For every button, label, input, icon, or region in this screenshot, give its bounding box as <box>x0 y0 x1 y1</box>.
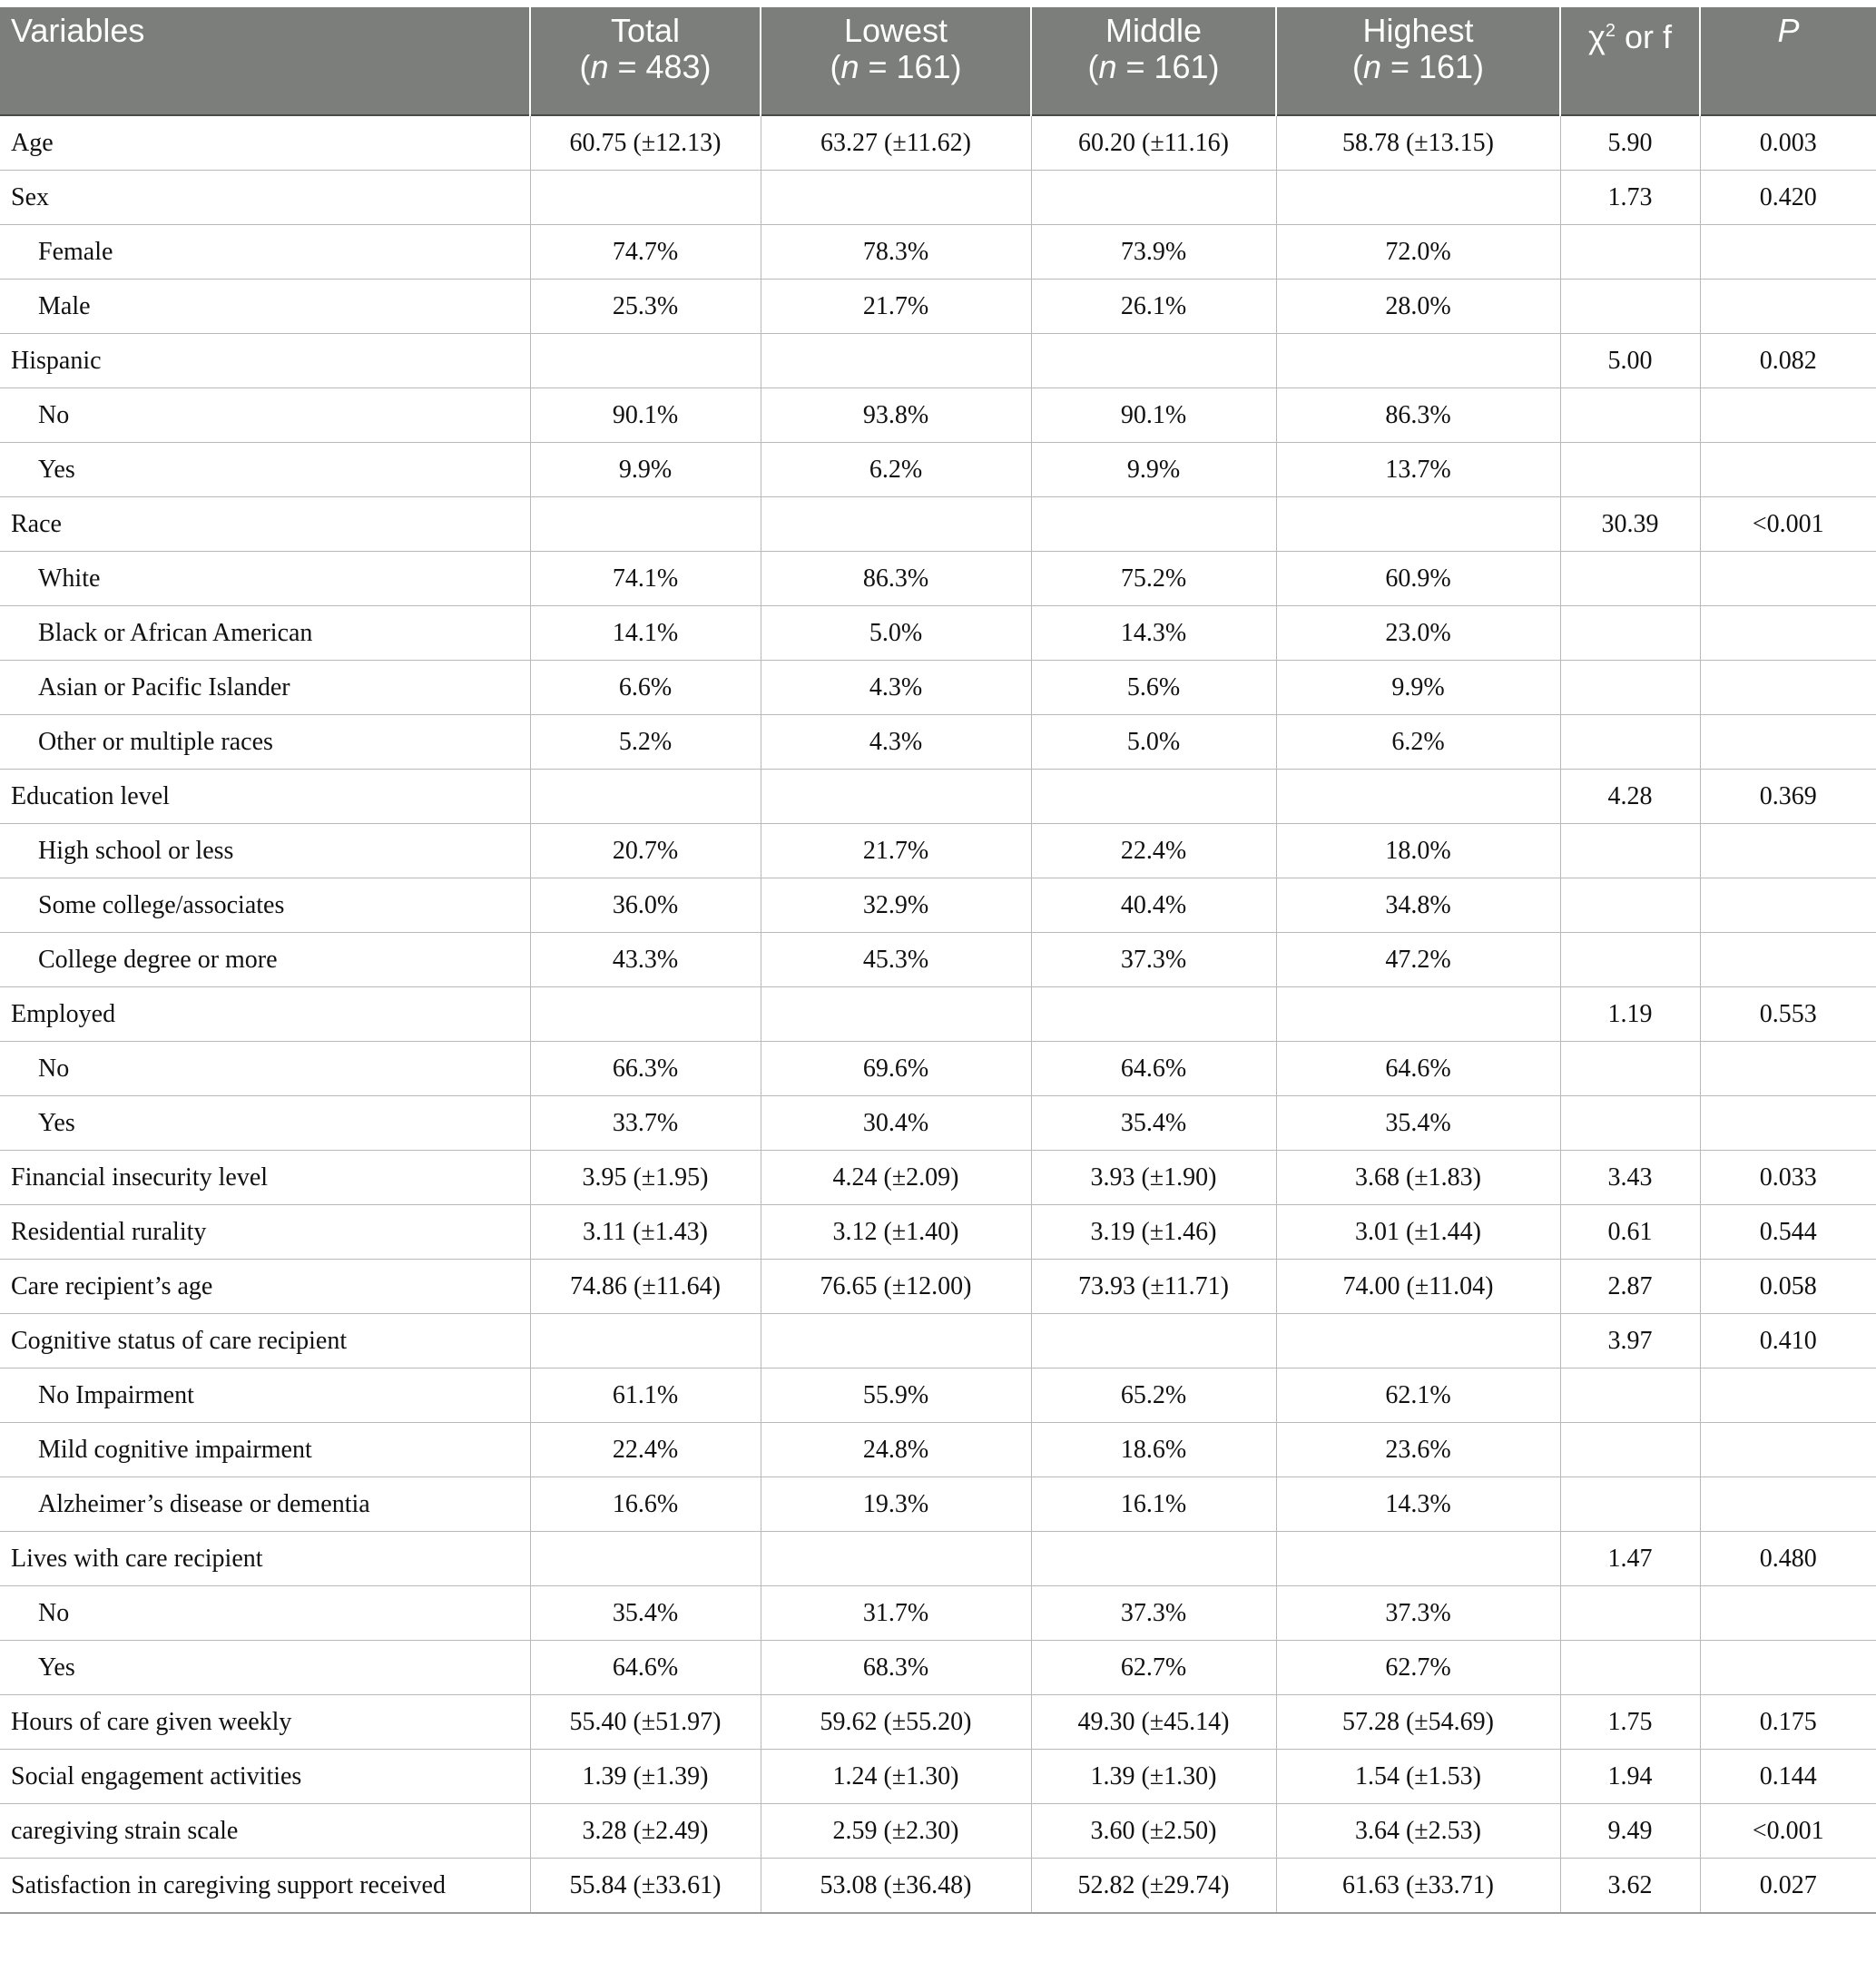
header-lowest-n: (n = 161) <box>830 48 962 85</box>
variable-label: Age <box>0 115 530 171</box>
statistic-value <box>1560 1641 1700 1695</box>
statistic-value: 1.94 <box>1560 1750 1700 1804</box>
highest-value: 6.2% <box>1276 715 1560 770</box>
table-row <box>0 661 1876 715</box>
total-value: 33.7% <box>530 1096 761 1151</box>
middle-value <box>1031 171 1276 225</box>
lowest-value: 4.3% <box>761 661 1031 715</box>
lowest-value: 63.27 (±11.62) <box>761 115 1031 171</box>
p-value: 0.175 <box>1700 1695 1876 1750</box>
total-value: 61.1% <box>530 1368 761 1423</box>
variable-label: Alzheimer’s disease or dementia <box>0 1477 530 1532</box>
highest-value: 23.6% <box>1276 1423 1560 1477</box>
middle-value: 60.20 (±11.16) <box>1031 115 1276 171</box>
total-value: 3.11 (±1.43) <box>530 1205 761 1260</box>
lowest-value: 24.8% <box>761 1423 1031 1477</box>
p-value <box>1700 1096 1876 1151</box>
statistic-value: 2.87 <box>1560 1260 1700 1314</box>
variable-label: Yes <box>0 443 530 497</box>
header-chi-or-f <box>1560 7 1700 115</box>
header-row <box>0 7 1876 115</box>
table-row <box>0 606 1876 661</box>
lowest-value: 45.3% <box>761 933 1031 987</box>
table-row <box>0 715 1876 770</box>
middle-value: 9.9% <box>1031 443 1276 497</box>
lowest-value: 3.12 (±1.40) <box>761 1205 1031 1260</box>
middle-value <box>1031 334 1276 388</box>
lowest-value <box>761 334 1031 388</box>
p-value <box>1700 443 1876 497</box>
highest-value <box>1276 1532 1560 1586</box>
lowest-value: 5.0% <box>761 606 1031 661</box>
p-value <box>1700 661 1876 715</box>
middle-value: 75.2% <box>1031 552 1276 606</box>
middle-value <box>1031 770 1276 824</box>
table-row <box>0 552 1876 606</box>
variable-label: Hours of care given weekly <box>0 1695 530 1750</box>
lowest-value: 32.9% <box>761 878 1031 933</box>
total-value: 90.1% <box>530 388 761 443</box>
lowest-value: 59.62 (±55.20) <box>761 1695 1031 1750</box>
total-value <box>530 1532 761 1586</box>
table-row <box>0 225 1876 280</box>
header-lowest <box>761 7 1031 115</box>
p-value: 0.144 <box>1700 1750 1876 1804</box>
total-value: 22.4% <box>530 1423 761 1477</box>
data-table-container <box>0 7 1876 1914</box>
table-row <box>0 1750 1876 1804</box>
statistic-value: 4.28 <box>1560 770 1700 824</box>
variable-label: Cognitive status of care recipient <box>0 1314 530 1368</box>
statistic-value: 3.43 <box>1560 1151 1700 1205</box>
header-highest <box>1276 7 1560 115</box>
middle-value <box>1031 1314 1276 1368</box>
variable-label: Yes <box>0 1641 530 1695</box>
variable-label: Black or African American <box>0 606 530 661</box>
middle-value: 73.93 (±11.71) <box>1031 1260 1276 1314</box>
lowest-value: 1.24 (±1.30) <box>761 1750 1031 1804</box>
p-value <box>1700 1586 1876 1641</box>
middle-value <box>1031 497 1276 552</box>
lowest-value: 55.9% <box>761 1368 1031 1423</box>
highest-value: 35.4% <box>1276 1096 1560 1151</box>
lowest-value: 53.08 (±36.48) <box>761 1859 1031 1914</box>
table-row <box>0 770 1876 824</box>
statistic-value <box>1560 606 1700 661</box>
p-value: 0.480 <box>1700 1532 1876 1586</box>
variable-label: Race <box>0 497 530 552</box>
p-value <box>1700 388 1876 443</box>
table-row <box>0 1804 1876 1859</box>
table-row <box>0 1586 1876 1641</box>
middle-value: 64.6% <box>1031 1042 1276 1096</box>
total-value: 74.7% <box>530 225 761 280</box>
total-value: 3.28 (±2.49) <box>530 1804 761 1859</box>
header-middle-label: Middle <box>1105 12 1203 49</box>
highest-value: 57.28 (±54.69) <box>1276 1695 1560 1750</box>
p-value <box>1700 225 1876 280</box>
variable-label: Education level <box>0 770 530 824</box>
p-value: 0.553 <box>1700 987 1876 1042</box>
total-value: 74.1% <box>530 552 761 606</box>
statistic-value <box>1560 1477 1700 1532</box>
middle-value: 49.30 (±45.14) <box>1031 1695 1276 1750</box>
lowest-value: 68.3% <box>761 1641 1031 1695</box>
middle-value: 52.82 (±29.74) <box>1031 1859 1276 1914</box>
p-value: 0.003 <box>1700 115 1876 171</box>
p-value <box>1700 552 1876 606</box>
variable-label: caregiving strain scale <box>0 1804 530 1859</box>
header-chi-symbol: χ <box>1587 18 1606 55</box>
highest-value <box>1276 497 1560 552</box>
highest-value: 60.9% <box>1276 552 1560 606</box>
total-value <box>530 987 761 1042</box>
total-value: 66.3% <box>530 1042 761 1096</box>
lowest-value: 21.7% <box>761 824 1031 878</box>
lowest-value: 93.8% <box>761 388 1031 443</box>
lowest-value <box>761 770 1031 824</box>
table-header <box>0 7 1876 115</box>
highest-value: 3.64 (±2.53) <box>1276 1804 1560 1859</box>
highest-value: 18.0% <box>1276 824 1560 878</box>
statistic-value <box>1560 661 1700 715</box>
p-value <box>1700 1368 1876 1423</box>
table-row <box>0 280 1876 334</box>
variable-label: Lives with care recipient <box>0 1532 530 1586</box>
statistic-value <box>1560 443 1700 497</box>
middle-value: 5.0% <box>1031 715 1276 770</box>
lowest-value: 4.24 (±2.09) <box>761 1151 1031 1205</box>
lowest-value: 76.65 (±12.00) <box>761 1260 1031 1314</box>
statistic-value <box>1560 933 1700 987</box>
total-value: 16.6% <box>530 1477 761 1532</box>
table-row <box>0 388 1876 443</box>
statistic-value: 1.75 <box>1560 1695 1700 1750</box>
middle-value <box>1031 1532 1276 1586</box>
middle-value: 3.19 (±1.46) <box>1031 1205 1276 1260</box>
statistic-value <box>1560 1423 1700 1477</box>
table-row <box>0 1368 1876 1423</box>
highest-value <box>1276 334 1560 388</box>
statistic-value <box>1560 280 1700 334</box>
highest-value: 47.2% <box>1276 933 1560 987</box>
lowest-value: 2.59 (±2.30) <box>761 1804 1031 1859</box>
variable-label: No Impairment <box>0 1368 530 1423</box>
highest-value: 61.63 (±33.71) <box>1276 1859 1560 1914</box>
variable-label: Mild cognitive impairment <box>0 1423 530 1477</box>
highest-value: 14.3% <box>1276 1477 1560 1532</box>
highest-value: 28.0% <box>1276 280 1560 334</box>
lowest-value: 86.3% <box>761 552 1031 606</box>
variable-label: College degree or more <box>0 933 530 987</box>
variable-label: No <box>0 388 530 443</box>
middle-value: 16.1% <box>1031 1477 1276 1532</box>
total-value: 36.0% <box>530 878 761 933</box>
highest-value: 86.3% <box>1276 388 1560 443</box>
header-highest-label: Highest <box>1362 12 1474 49</box>
total-value: 20.7% <box>530 824 761 878</box>
variable-label: White <box>0 552 530 606</box>
p-value <box>1700 280 1876 334</box>
p-value <box>1700 715 1876 770</box>
middle-value: 40.4% <box>1031 878 1276 933</box>
statistic-value: 3.62 <box>1560 1859 1700 1914</box>
header-chi-superscript: 2 <box>1605 21 1616 41</box>
total-value: 60.75 (±12.13) <box>530 115 761 171</box>
middle-value: 3.60 (±2.50) <box>1031 1804 1276 1859</box>
variable-label: Other or multiple races <box>0 715 530 770</box>
variable-label: No <box>0 1586 530 1641</box>
middle-value: 14.3% <box>1031 606 1276 661</box>
p-value: 0.033 <box>1700 1151 1876 1205</box>
middle-value: 37.3% <box>1031 933 1276 987</box>
lowest-value: 6.2% <box>761 443 1031 497</box>
middle-value: 26.1% <box>1031 280 1276 334</box>
p-value <box>1700 1423 1876 1477</box>
variable-label: High school or less <box>0 824 530 878</box>
total-value: 5.2% <box>530 715 761 770</box>
lowest-value: 78.3% <box>761 225 1031 280</box>
lowest-value: 21.7% <box>761 280 1031 334</box>
total-value: 74.86 (±11.64) <box>530 1260 761 1314</box>
statistic-value <box>1560 1368 1700 1423</box>
table-row <box>0 334 1876 388</box>
header-variables <box>0 7 530 115</box>
variable-label: Financial insecurity level <box>0 1151 530 1205</box>
p-value <box>1700 933 1876 987</box>
variable-label: Residential rurality <box>0 1205 530 1260</box>
p-value: 0.369 <box>1700 770 1876 824</box>
table-row <box>0 443 1876 497</box>
statistic-value: 1.47 <box>1560 1532 1700 1586</box>
p-value: 0.544 <box>1700 1205 1876 1260</box>
variable-label: Yes <box>0 1096 530 1151</box>
highest-value: 34.8% <box>1276 878 1560 933</box>
header-total <box>530 7 761 115</box>
middle-value: 37.3% <box>1031 1586 1276 1641</box>
total-value: 55.84 (±33.61) <box>530 1859 761 1914</box>
highest-value <box>1276 770 1560 824</box>
header-p <box>1700 7 1876 115</box>
statistic-value <box>1560 1096 1700 1151</box>
p-value <box>1700 1477 1876 1532</box>
table-row <box>0 1205 1876 1260</box>
highest-value: 23.0% <box>1276 606 1560 661</box>
highest-value <box>1276 171 1560 225</box>
highest-value: 13.7% <box>1276 443 1560 497</box>
total-value: 6.6% <box>530 661 761 715</box>
highest-value: 58.78 (±13.15) <box>1276 115 1560 171</box>
header-variables-label: Variables <box>11 12 145 49</box>
table-row <box>0 1695 1876 1750</box>
variable-label: Social engagement activities <box>0 1750 530 1804</box>
table-body <box>0 115 1876 1913</box>
table-row <box>0 497 1876 552</box>
table-row <box>0 171 1876 225</box>
table-row <box>0 1151 1876 1205</box>
statistic-value <box>1560 1586 1700 1641</box>
total-value: 3.95 (±1.95) <box>530 1151 761 1205</box>
middle-value: 3.93 (±1.90) <box>1031 1151 1276 1205</box>
middle-value: 73.9% <box>1031 225 1276 280</box>
middle-value: 62.7% <box>1031 1641 1276 1695</box>
p-value: <0.001 <box>1700 497 1876 552</box>
highest-value <box>1276 987 1560 1042</box>
middle-value: 1.39 (±1.30) <box>1031 1750 1276 1804</box>
table-row <box>0 933 1876 987</box>
p-value: 0.420 <box>1700 171 1876 225</box>
table-row <box>0 1042 1876 1096</box>
lowest-value: 30.4% <box>761 1096 1031 1151</box>
middle-value <box>1031 987 1276 1042</box>
header-p-label: P <box>1777 12 1800 49</box>
table-row <box>0 1260 1876 1314</box>
statistic-value: 3.97 <box>1560 1314 1700 1368</box>
variable-label: Satisfaction in caregiving support received <box>0 1859 530 1914</box>
total-value <box>530 497 761 552</box>
table-row <box>0 1096 1876 1151</box>
statistic-value <box>1560 225 1700 280</box>
statistic-value <box>1560 824 1700 878</box>
table-row <box>0 1859 1876 1914</box>
variable-label: Asian or Pacific Islander <box>0 661 530 715</box>
lowest-value <box>761 497 1031 552</box>
statistic-value: 0.61 <box>1560 1205 1700 1260</box>
table-row <box>0 1641 1876 1695</box>
highest-value: 62.1% <box>1276 1368 1560 1423</box>
statistic-value <box>1560 715 1700 770</box>
highest-value: 72.0% <box>1276 225 1560 280</box>
total-value: 64.6% <box>530 1641 761 1695</box>
table-row <box>0 1314 1876 1368</box>
statistic-value: 9.49 <box>1560 1804 1700 1859</box>
lowest-value: 4.3% <box>761 715 1031 770</box>
lowest-value: 69.6% <box>761 1042 1031 1096</box>
table-row <box>0 987 1876 1042</box>
lowest-value <box>761 1532 1031 1586</box>
highest-value: 37.3% <box>1276 1586 1560 1641</box>
highest-value: 64.6% <box>1276 1042 1560 1096</box>
lowest-value <box>761 171 1031 225</box>
middle-value: 18.6% <box>1031 1423 1276 1477</box>
middle-value: 5.6% <box>1031 661 1276 715</box>
variable-label: No <box>0 1042 530 1096</box>
total-value: 43.3% <box>530 933 761 987</box>
header-total-label: Total <box>610 12 681 49</box>
p-value <box>1700 1641 1876 1695</box>
table-row <box>0 115 1876 171</box>
middle-value: 65.2% <box>1031 1368 1276 1423</box>
total-value <box>530 1314 761 1368</box>
statistic-value <box>1560 878 1700 933</box>
table-row <box>0 1477 1876 1532</box>
total-value: 9.9% <box>530 443 761 497</box>
statistic-value: 5.90 <box>1560 115 1700 171</box>
total-value: 14.1% <box>530 606 761 661</box>
total-value: 35.4% <box>530 1586 761 1641</box>
lowest-value <box>761 987 1031 1042</box>
middle-value: 22.4% <box>1031 824 1276 878</box>
statistic-value <box>1560 388 1700 443</box>
variable-label: Male <box>0 280 530 334</box>
variable-label: Sex <box>0 171 530 225</box>
total-value: 25.3% <box>530 280 761 334</box>
total-value <box>530 770 761 824</box>
total-value: 55.40 (±51.97) <box>530 1695 761 1750</box>
statistic-value <box>1560 1042 1700 1096</box>
variable-label: Care recipient’s age <box>0 1260 530 1314</box>
p-value: 0.027 <box>1700 1859 1876 1914</box>
lowest-value: 31.7% <box>761 1586 1031 1641</box>
characteristics-table <box>0 7 1876 1914</box>
p-value: 0.410 <box>1700 1314 1876 1368</box>
p-value: <0.001 <box>1700 1804 1876 1859</box>
table-row <box>0 878 1876 933</box>
statistic-value: 1.73 <box>1560 171 1700 225</box>
p-value: 0.082 <box>1700 334 1876 388</box>
table-row <box>0 824 1876 878</box>
lowest-value <box>761 1314 1031 1368</box>
highest-value: 74.00 (±11.04) <box>1276 1260 1560 1314</box>
total-value <box>530 334 761 388</box>
total-value: 1.39 (±1.39) <box>530 1750 761 1804</box>
variable-label: Female <box>0 225 530 280</box>
p-value <box>1700 878 1876 933</box>
header-lowest-label: Lowest <box>843 12 948 49</box>
lowest-value: 19.3% <box>761 1477 1031 1532</box>
header-middle <box>1031 7 1276 115</box>
header-highest-n: (n = 161) <box>1351 48 1485 85</box>
total-value <box>530 171 761 225</box>
highest-value: 3.68 (±1.83) <box>1276 1151 1560 1205</box>
p-value: 0.058 <box>1700 1260 1876 1314</box>
header-total-n: (n = 483) <box>579 48 712 85</box>
highest-value <box>1276 1314 1560 1368</box>
statistic-value: 30.39 <box>1560 497 1700 552</box>
highest-value: 1.54 (±1.53) <box>1276 1750 1560 1804</box>
variable-label: Hispanic <box>0 334 530 388</box>
highest-value: 9.9% <box>1276 661 1560 715</box>
highest-value: 62.7% <box>1276 1641 1560 1695</box>
statistic-value: 5.00 <box>1560 334 1700 388</box>
header-middle-n: (n = 161) <box>1087 48 1220 85</box>
table-row <box>0 1423 1876 1477</box>
variable-label: Some college/associates <box>0 878 530 933</box>
statistic-value: 1.19 <box>1560 987 1700 1042</box>
variable-label: Employed <box>0 987 530 1042</box>
table-row <box>0 1532 1876 1586</box>
header-chi-rest: or f <box>1616 18 1673 55</box>
statistic-value <box>1560 552 1700 606</box>
highest-value: 3.01 (±1.44) <box>1276 1205 1560 1260</box>
middle-value: 90.1% <box>1031 388 1276 443</box>
p-value <box>1700 606 1876 661</box>
p-value <box>1700 824 1876 878</box>
middle-value: 35.4% <box>1031 1096 1276 1151</box>
p-value <box>1700 1042 1876 1096</box>
